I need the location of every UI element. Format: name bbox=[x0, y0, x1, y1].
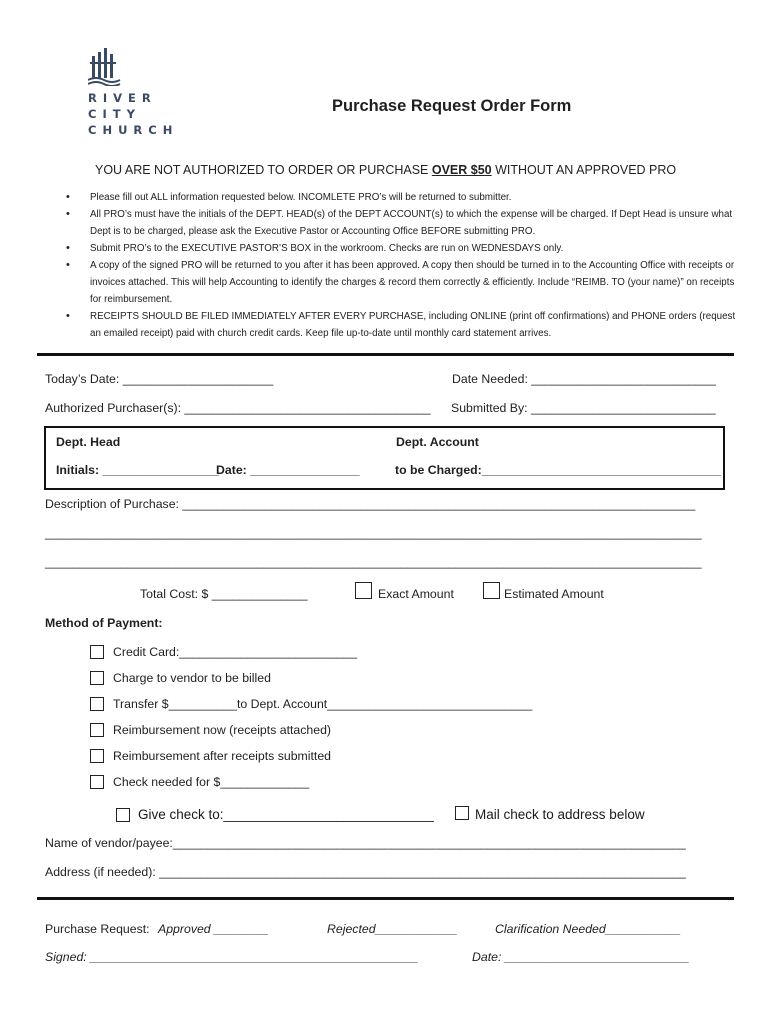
reimbursement-after-checkbox[interactable] bbox=[90, 749, 104, 763]
section-divider bbox=[37, 353, 734, 356]
description-line[interactable]: ________________________________________________________________________________________________ bbox=[45, 526, 702, 540]
credit-card-option: Credit Card:__________________________ bbox=[113, 645, 358, 659]
vendor-name-field[interactable]: Name of vendor/payee:___________________________________________________________________________ bbox=[45, 836, 686, 850]
signature-field[interactable]: Signed: ________________________________________________ bbox=[45, 950, 419, 964]
exact-amount-checkbox[interactable] bbox=[355, 582, 372, 599]
todays-date-field[interactable]: Today’s Date: ______________________ bbox=[45, 372, 274, 386]
dept-date-field[interactable]: Date: ________________ bbox=[216, 463, 360, 477]
dept-account-label: Dept. Account bbox=[396, 435, 479, 449]
total-cost-field[interactable]: Total Cost: $ ______________ bbox=[140, 587, 308, 601]
approved-field[interactable]: Approved ________ bbox=[158, 922, 269, 936]
check-needed-checkbox[interactable] bbox=[90, 775, 104, 789]
instruction-item: • A copy of the signed PRO will be returned to you after it has been approved. A copy then should be turned in to the Accounting Office with receipts or invoices attached. This will help Accounting to identify the charges & record them correctly & efficiently. Include “REIMB. TO (your name)” on receipts for reimbursement. bbox=[66, 257, 736, 308]
description-line[interactable]: ________________________________________________________________________________________________ bbox=[45, 555, 702, 569]
authorization-notice bbox=[95, 163, 676, 177]
clarification-field[interactable]: Clarification Needed___________ bbox=[495, 922, 681, 936]
church-logo bbox=[84, 48, 184, 140]
check-needed-option: Check needed for $_____________ bbox=[113, 775, 310, 789]
reimbursement-after-option: Reimbursement after receipts submitted bbox=[113, 749, 332, 763]
purchase-request-label: Purchase Request: bbox=[45, 922, 150, 936]
reimbursement-now-option: Reimbursement now (receipts attached) bbox=[113, 723, 332, 737]
give-check-field[interactable]: Give check to:____________________________ bbox=[138, 807, 434, 822]
church-logo-icon bbox=[88, 48, 122, 86]
payment-method-heading: Method of Payment: bbox=[45, 616, 163, 630]
give-check-checkbox[interactable] bbox=[116, 808, 130, 822]
instruction-item: • All PRO’s must have the initials of the DEPT. HEAD(s) of the DEPT ACCOUNT(s) to which the expense will be charged. If Dept Head is unsure what Dept is to be charged, please ask the Executive Pastor or Accounting Office BEFORE submitting PRO. bbox=[66, 206, 736, 240]
charge-vendor-option: Charge to vendor to be billed bbox=[113, 671, 271, 685]
page-title: Purchase Request Order Form bbox=[332, 97, 572, 115]
instruction-item: • Please fill out ALL information requested below. INCOMLETE PRO’s will be returned to submitter. bbox=[66, 189, 736, 206]
transfer-checkbox[interactable] bbox=[90, 697, 104, 711]
estimated-amount-label: Estimated Amount bbox=[504, 587, 604, 601]
mail-check-checkbox[interactable] bbox=[455, 806, 469, 820]
section-divider bbox=[37, 897, 734, 900]
logo-line-church: CHURCH bbox=[88, 123, 179, 137]
description-field[interactable]: Description of Purchase: ___________________________________________________________________________ bbox=[45, 497, 696, 511]
credit-card-checkbox[interactable] bbox=[90, 645, 104, 659]
charge-vendor-checkbox[interactable] bbox=[90, 671, 104, 685]
notice-suffix: WITHOUT AN APPROVED PRO bbox=[491, 163, 677, 177]
estimated-amount-checkbox[interactable] bbox=[483, 582, 500, 599]
approval-date-field[interactable]: Date: ___________________________ bbox=[472, 950, 690, 964]
instruction-list bbox=[66, 189, 736, 342]
instruction-item: • RECEIPTS SHOULD BE FILED IMMEDIATELY AFTER EVERY PURCHASE, including ONLINE (print off confirmations) and PHONE orders (request an emailed receipt) paid with church credit cards. Keep file up-to-date until monthly card statement arrives. bbox=[66, 308, 736, 342]
date-needed-field[interactable]: Date Needed: ___________________________ bbox=[452, 372, 716, 386]
reimbursement-now-checkbox[interactable] bbox=[90, 723, 104, 737]
submitted-by-field[interactable]: Submitted By: ___________________________ bbox=[451, 401, 716, 415]
exact-amount-label: Exact Amount bbox=[378, 587, 454, 601]
account-charged-field[interactable]: to be Charged:___________________________________ bbox=[395, 463, 722, 477]
authorized-purchaser-field[interactable]: Authorized Purchaser(s): ____________________________________ bbox=[45, 401, 431, 415]
rejected-field[interactable]: Rejected____________ bbox=[327, 922, 458, 936]
mail-check-label: Mail check to address below bbox=[475, 807, 645, 822]
initials-field[interactable]: Initials: _________________ bbox=[56, 463, 219, 477]
notice-prefix: YOU ARE NOT AUTHORIZED TO ORDER OR PURCHASE bbox=[95, 163, 432, 177]
notice-emphasis: OVER $50 bbox=[431, 163, 492, 177]
dept-head-label: Dept. Head bbox=[56, 435, 121, 449]
logo-line-city: CITY bbox=[88, 107, 141, 121]
dept-approval-box bbox=[44, 426, 725, 490]
instruction-item: • Submit PRO’s to the EXECUTIVE PASTOR’S BOX in the workroom. Checks are run on WEDNESDAYS only. bbox=[66, 240, 736, 257]
transfer-option: Transfer $__________to Dept. Account______________________________ bbox=[113, 697, 533, 711]
logo-line-river: RIVER bbox=[88, 91, 157, 105]
vendor-address-field[interactable]: Address (if needed): _____________________________________________________________________________ bbox=[45, 865, 686, 879]
